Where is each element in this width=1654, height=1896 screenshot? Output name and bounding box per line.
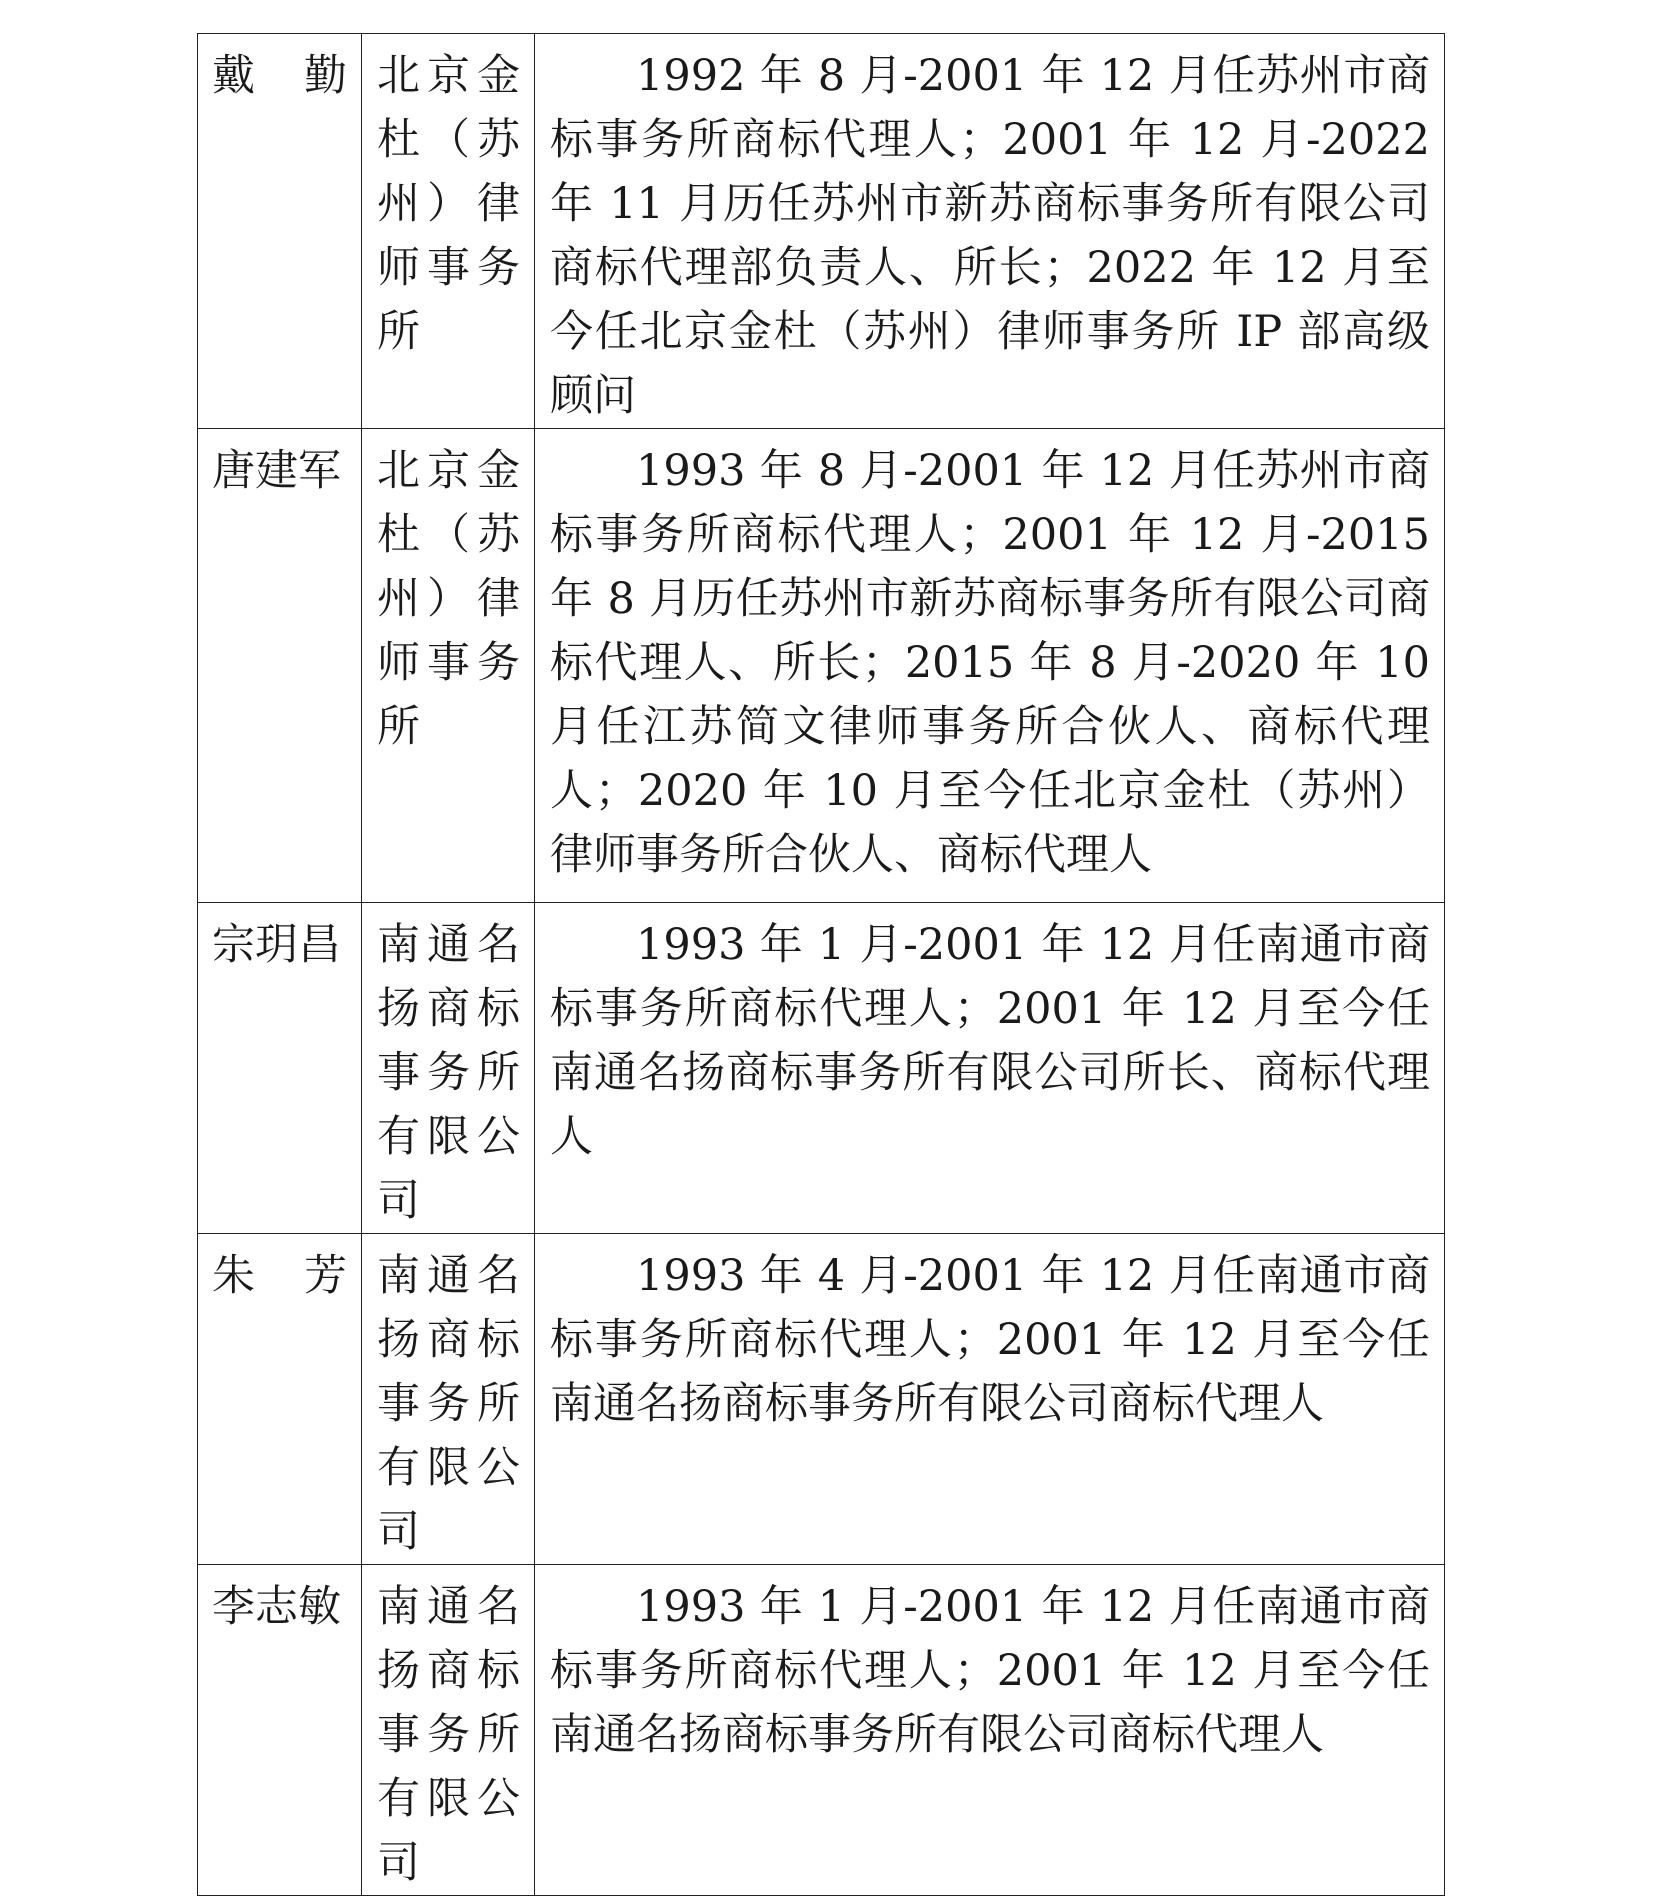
bio-cell (535, 1234, 1445, 1565)
table-row (198, 1234, 1445, 1565)
person-name: 朱 芳 (212, 1251, 347, 1301)
table-row (198, 34, 1445, 429)
org-cell (362, 34, 535, 429)
table-row (198, 1565, 1445, 1896)
org-cell (362, 1234, 535, 1565)
career-history: 1993 年 8 月-2001 年 12 月任苏州市商标事务所商标代理人；2001 年 12 月-2015 年 8 月历任苏州市新苏商标事务所有限公司商标代理人、所长；2015 年 8 月-2020 年 10 月任江苏简文律师事务所合伙人、商标代理人；2020 年 10 月至今任北京金杜（苏州）律师事务所合伙人、商标代理人 (550, 446, 1430, 880)
org-cell (362, 429, 535, 903)
name-cell (198, 429, 362, 903)
person-name: 唐建军 (212, 446, 341, 496)
bio-cell (535, 34, 1445, 429)
table-row (198, 429, 1445, 903)
name-cell (198, 34, 362, 429)
agent-table (197, 33, 1445, 1896)
org-cell (362, 903, 535, 1234)
career-history: 1993 年 1 月-2001 年 12 月任南通市商标事务所商标代理人；2001 年 12 月至今任南通名扬商标事务所有限公司所长、商标代理人 (550, 920, 1430, 1162)
person-name: 李志敏 (212, 1582, 341, 1632)
organization-name: 南通名扬商标事务所有限公司 (377, 1251, 520, 1557)
career-history: 1993 年 1 月-2001 年 12 月任南通市商标事务所商标代理人；2001 年 12 月至今任南通名扬商标事务所有限公司商标代理人 (550, 1582, 1430, 1760)
bio-cell (535, 1565, 1445, 1896)
organization-name: 南通名扬商标事务所有限公司 (377, 920, 520, 1226)
organization-name: 北京金杜（苏州）律师事务所 (377, 446, 520, 752)
career-history: 1993 年 4 月-2001 年 12 月任南通市商标事务所商标代理人；2001 年 12 月至今任南通名扬商标事务所有限公司商标代理人 (550, 1251, 1430, 1429)
name-cell (198, 903, 362, 1234)
bio-cell (535, 903, 1445, 1234)
table-row (198, 903, 1445, 1234)
organization-name: 北京金杜（苏州）律师事务所 (377, 51, 520, 357)
person-name: 戴 勤 (212, 51, 347, 101)
name-cell (198, 1565, 362, 1896)
org-cell (362, 1565, 535, 1896)
career-history: 1992 年 8 月-2001 年 12 月任苏州市商标事务所商标代理人；2001 年 12 月-2022 年 11 月历任苏州市新苏商标事务所有限公司商标代理部负责人、所长；2022 年 12 月至今任北京金杜（苏州）律师事务所 IP 部高级顾问 (550, 51, 1430, 421)
organization-name: 南通名扬商标事务所有限公司 (377, 1582, 520, 1888)
person-name: 宗玥昌 (212, 920, 341, 970)
bio-cell (535, 429, 1445, 903)
name-cell (198, 1234, 362, 1565)
